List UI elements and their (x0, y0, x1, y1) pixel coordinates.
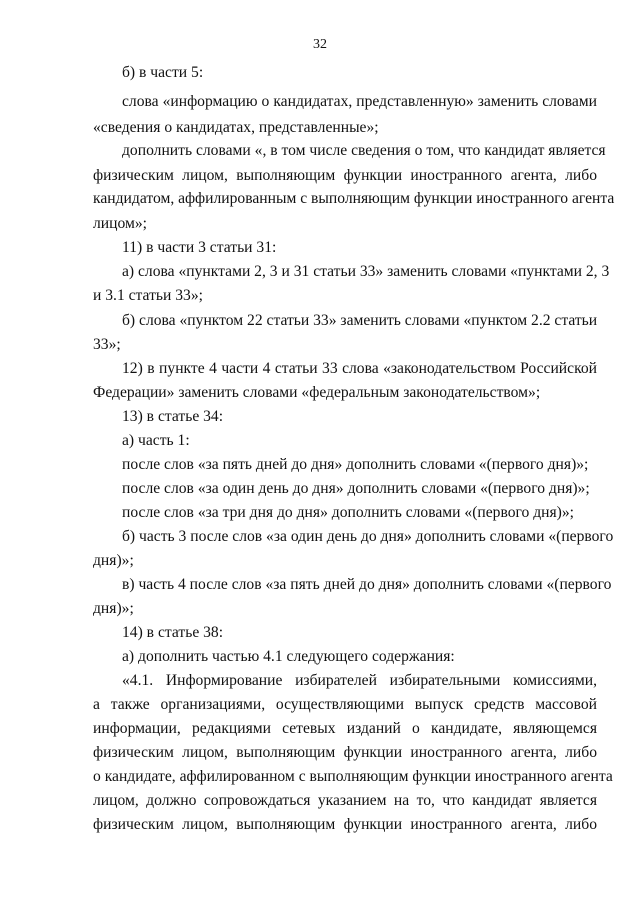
text-line: а) часть 1: (122, 432, 190, 449)
text-line: физическим лицом, выполняющим функции иностранного агента, либо (93, 816, 597, 833)
text-line: дня)»; (93, 552, 134, 569)
text-line: дня)»; (93, 600, 134, 617)
text-line: кандидатом, аффилированным с выполняющим функции иностранного агента (93, 190, 615, 207)
text-line: после слов «за пять дней до дня» дополнить словами «(первого дня)»; (122, 456, 589, 473)
text-line: дополнить словами «, в том числе сведения о том, что кандидат является (122, 142, 606, 159)
text-line: физическим лицом, выполняющим функции иностранного агента, либо (93, 744, 597, 761)
text-line: лицом, должно сопровождаться указанием на то, что кандидат является (93, 792, 597, 809)
text-line: б) в части 5: (122, 64, 204, 81)
text-line: «4.1. Информирование избирателей избирательными комиссиями, (122, 672, 597, 689)
text-line: «сведения о кандидатах, представленные»; (93, 119, 379, 136)
text-line: б) слова «пунктом 22 статьи 33» заменить словами «пунктом 2.2 статьи (122, 312, 598, 329)
text-line: а) дополнить частью 4.1 следующего содержания: (122, 648, 455, 665)
text-line: информации, редакциями сетевых изданий о кандидате, являющемся (93, 720, 597, 737)
text-line: 33»; (93, 336, 121, 353)
text-line: Федерации» заменить словами «федеральным законодательством»; (93, 384, 541, 401)
text-line: 13) в статье 34: (122, 408, 224, 425)
text-line: после слов «за три дня до дня» дополнить словами «(первого дня)»; (122, 504, 574, 521)
text-line: слова «информацию о кандидатах, представленную» заменить словами (122, 93, 597, 110)
text-line: в) часть 4 после слов «за пять дней до дня» дополнить словами «(первого (122, 576, 612, 593)
text-line: о кандидате, аффилированном с выполняющим функции иностранного агента (93, 768, 613, 785)
text-line: а также организациями, осуществляющими выпуск средств массовой (93, 696, 597, 713)
text-line: 11) в части 3 статьи 31: (122, 239, 277, 256)
page-number: 32 (313, 37, 327, 52)
text-line: б) часть 3 после слов «за один день до дня» дополнить словами «(первого (122, 528, 614, 545)
text-line: и 3.1 статьи 33»; (93, 287, 203, 304)
text-line: 14) в статье 38: (122, 624, 224, 641)
text-line: физическим лицом, выполняющим функции иностранного агента, либо (93, 167, 597, 184)
text-line: 12) в пункте 4 части 4 статьи 33 слова «законодательством Российской (122, 360, 597, 377)
text-line: после слов «за один день до дня» дополнить словами «(первого дня)»; (122, 480, 590, 497)
text-line: лицом»; (93, 215, 147, 232)
text-line: а) слова «пунктами 2, 3 и 31 статьи 33» заменить словами «пунктами 2, 3 (122, 263, 610, 280)
